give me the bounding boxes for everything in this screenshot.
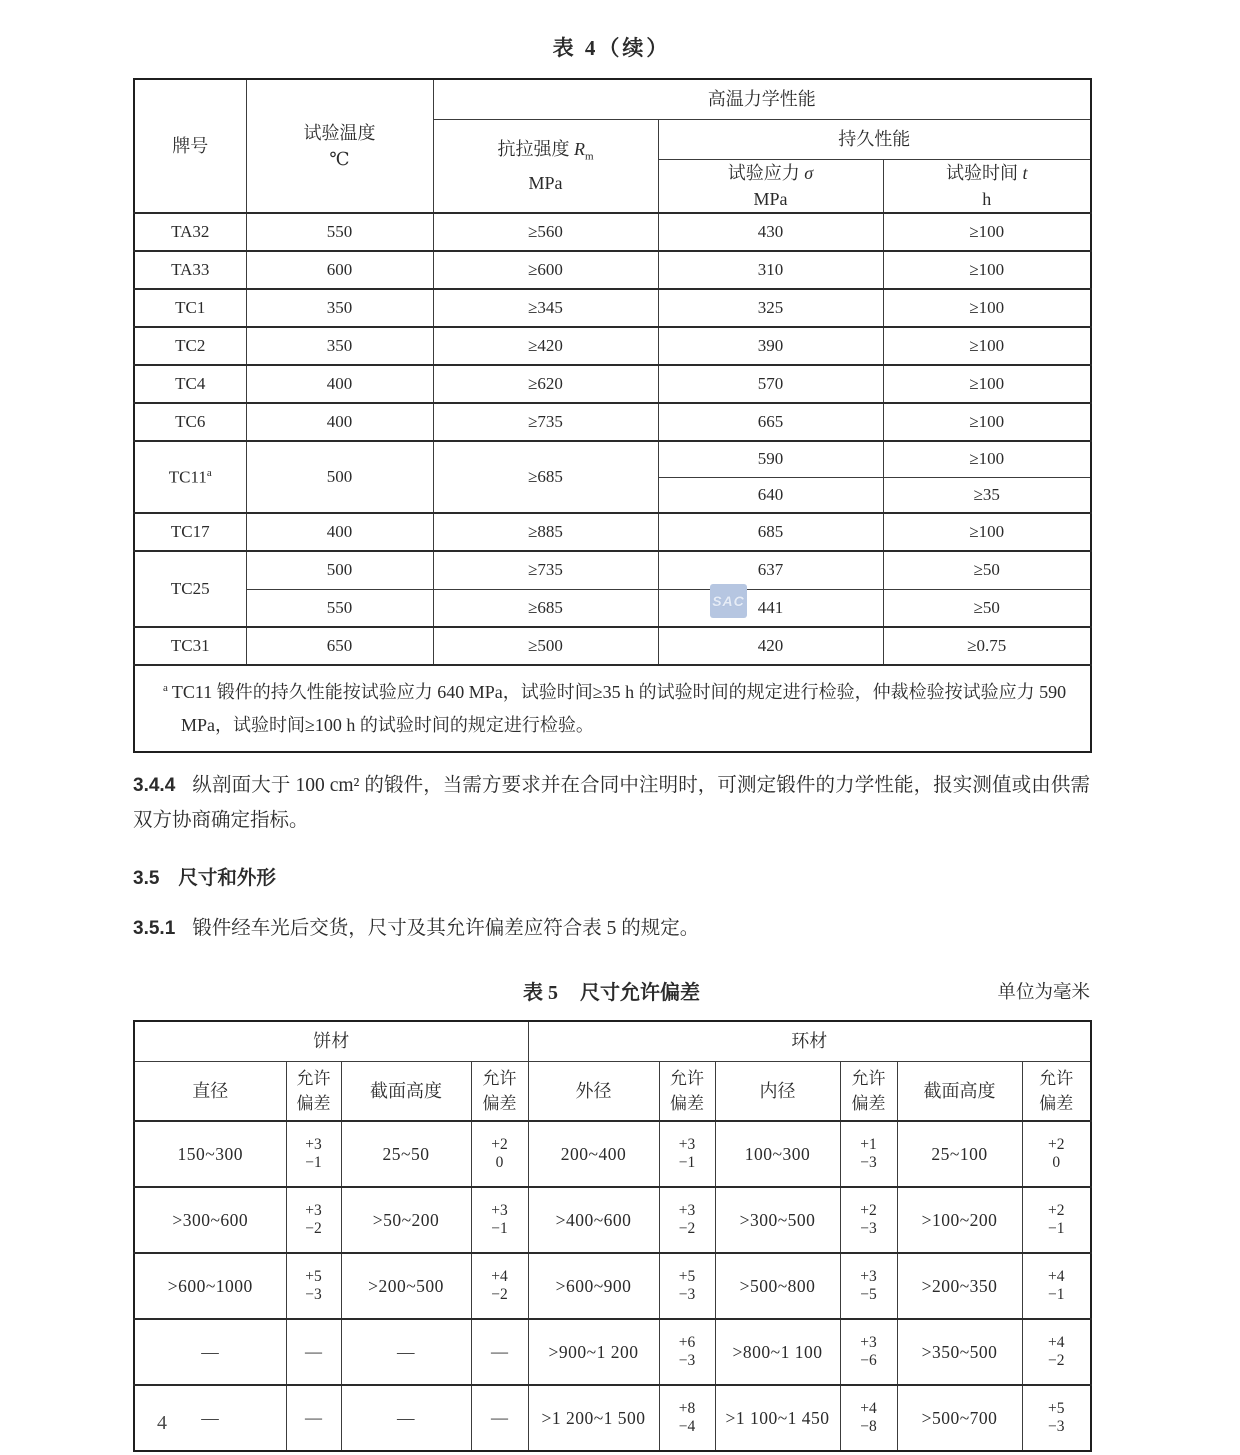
cell-section-height: — (341, 1385, 471, 1451)
clause-text: 纵剖面大于 100 cm² 的锻件，当需方要求并在合同中注明时，可测定锻件的力学性能，报实测值或由供需双方协商确定指标。 (133, 775, 1090, 831)
cell-ring-section-height: 25~100 (897, 1121, 1022, 1187)
cell-tolerance: +5 −3 (286, 1253, 341, 1319)
footnote-text: TC11 锻件的持久性能按试验应力 640 MPa，试验时间≥35 h 的试验时间的规定进行检验，仲裁检验按试验应力 590 MPa，试验时间≥100 h 的试验时间的规定进行检验。 (171, 682, 1067, 735)
cell-grade: TC31 (134, 627, 246, 665)
cell-rm: ≥420 (433, 327, 658, 365)
cell-grade: TA32 (134, 213, 246, 251)
table4-footnote-row (134, 665, 1091, 752)
cell-outer-diameter: 200~400 (528, 1121, 659, 1187)
clause-number: 3.5.1 (133, 918, 176, 939)
th-tolerance: 允许 偏差 (471, 1061, 528, 1121)
cell-tolerance: +3 −6 (840, 1319, 897, 1385)
cell-time: ≥0.75 (883, 627, 1091, 665)
cell-outer-diameter: >600~900 (528, 1253, 659, 1319)
table-row (134, 513, 1091, 551)
cell-section-height: >200~500 (341, 1253, 471, 1319)
table5-header-row-2 (134, 1061, 1091, 1121)
th-endurance: 持久性能 (658, 119, 1091, 159)
cell-stress: 665 (658, 403, 883, 441)
table-row-tc25 (134, 551, 1091, 589)
cell-outer-diameter: >1 200~1 500 (528, 1385, 659, 1451)
cell-time: ≥100 (883, 289, 1091, 327)
cell-time: ≥100 (883, 327, 1091, 365)
table-row (134, 289, 1091, 327)
cell-stress: 590 (658, 441, 883, 477)
cell-stress: 390 (658, 327, 883, 365)
cell-tolerance: +2 0 (1022, 1121, 1091, 1187)
cell-stress: 430 (658, 213, 883, 251)
table5-caption (133, 976, 1090, 1006)
cell-grade: TC17 (134, 513, 246, 551)
table-row (134, 627, 1091, 665)
cell-tolerance: +2 0 (471, 1121, 528, 1187)
cell-grade: TC25 (134, 551, 246, 627)
cell-tolerance: +3 −1 (659, 1121, 715, 1187)
cell-rm: ≥620 (433, 365, 658, 403)
cell-temp: 400 (246, 513, 433, 551)
cell-tolerance: — (471, 1319, 528, 1385)
cell-tolerance: +8 −4 (659, 1385, 715, 1451)
cell-tolerance: — (286, 1319, 341, 1385)
cell-tolerance: +3 −1 (286, 1121, 341, 1187)
cell-inner-diameter: 100~300 (715, 1121, 840, 1187)
cell-tolerance: +3 −1 (471, 1187, 528, 1253)
clause-3-5-1 (133, 911, 1090, 946)
th-ring: 环材 (528, 1021, 1091, 1061)
th-outer-diameter: 外径 (528, 1061, 659, 1121)
table-row (134, 1319, 1091, 1385)
table5 (133, 1020, 1092, 1452)
table4-header-row-1 (134, 79, 1091, 119)
cell-diameter: — (134, 1319, 286, 1385)
cell-tolerance: +4 −1 (1022, 1253, 1091, 1319)
cell-time: ≥100 (883, 213, 1091, 251)
cell-stress: 570 (658, 365, 883, 403)
table-row (134, 1121, 1091, 1187)
cell-temp: 650 (246, 627, 433, 665)
clause-3-4-4 (133, 768, 1090, 838)
table-row (134, 1187, 1091, 1253)
cell-time: ≥100 (883, 441, 1091, 477)
cell-time: ≥100 (883, 365, 1091, 403)
th-tolerance: 允许 偏差 (1022, 1061, 1091, 1121)
cell-temp: 600 (246, 251, 433, 289)
table-row (134, 403, 1091, 441)
cell-outer-diameter: >900~1 200 (528, 1319, 659, 1385)
cell-tolerance: — (286, 1385, 341, 1451)
table4-footnote (134, 665, 1091, 752)
cell-rm: ≥685 (433, 589, 658, 627)
cell-grade: TC11$^a$ (134, 441, 246, 513)
cell-stress: 310 (658, 251, 883, 289)
th-tensile-strength: 抗拉强度 $R_m$ MPa (433, 119, 658, 213)
th-inner-diameter: 内径 (715, 1061, 840, 1121)
table4 (133, 78, 1092, 753)
table5-title: 表 5 尺寸允许偏差 (523, 982, 700, 1004)
cell-section-height: >50~200 (341, 1187, 471, 1253)
heading-text: 尺寸和外形 (178, 867, 276, 889)
cell-stress: 640 (658, 477, 883, 513)
cell-tolerance: +2 −3 (840, 1187, 897, 1253)
cell-inner-diameter: >500~800 (715, 1253, 840, 1319)
cell-ring-section-height: >100~200 (897, 1187, 1022, 1253)
cell-temp: 550 (246, 589, 433, 627)
cell-outer-diameter: >400~600 (528, 1187, 659, 1253)
cell-section-height: 25~50 (341, 1121, 471, 1187)
cell-tolerance: +6 −3 (659, 1319, 715, 1385)
th-diameter: 直径 (134, 1061, 286, 1121)
cell-rm: ≥685 (433, 441, 658, 513)
th-high-temp-props: 高温力学性能 (433, 79, 1091, 119)
cell-diameter: >600~1000 (134, 1253, 286, 1319)
cell-grade: TC1 (134, 289, 246, 327)
th-test-stress: 试验应力 σ MPa (658, 159, 883, 213)
cell-inner-diameter: >800~1 100 (715, 1319, 840, 1385)
cell-time: ≥100 (883, 251, 1091, 289)
table-row-tc11 (134, 441, 1091, 477)
cell-rm: ≥600 (433, 251, 658, 289)
cell-tolerance: +4 −2 (1022, 1319, 1091, 1385)
cell-tolerance: +5 −3 (1022, 1385, 1091, 1451)
clause-number: 3.5 (133, 868, 160, 889)
clause-text: 锻件经车光后交货，尺寸及其允许偏差应符合表 5 的规定。 (192, 918, 700, 939)
cell-temp: 350 (246, 327, 433, 365)
cell-section-height: — (341, 1319, 471, 1385)
cell-temp: 400 (246, 365, 433, 403)
table-row (134, 1253, 1091, 1319)
sac-watermark: SAC (710, 584, 747, 618)
cell-stress: 685 (658, 513, 883, 551)
heading-3-5 (133, 862, 1090, 890)
table-row (134, 365, 1091, 403)
cell-time: ≥50 (883, 551, 1091, 589)
cell-grade: TC6 (134, 403, 246, 441)
table4-title: 表 4（续） (552, 36, 671, 60)
cell-time: ≥100 (883, 403, 1091, 441)
cell-tolerance: — (471, 1385, 528, 1451)
cell-grade: TA33 (134, 251, 246, 289)
cell-stress: 325 (658, 289, 883, 327)
cell-diameter: >300~600 (134, 1187, 286, 1253)
page-content (133, 0, 1090, 1452)
th-disc: 饼材 (134, 1021, 528, 1061)
cell-tolerance: +5 −3 (659, 1253, 715, 1319)
table5-header-row-1 (134, 1021, 1091, 1061)
cell-rm: ≥560 (433, 213, 658, 251)
table-row-tc25-sub (134, 589, 1091, 627)
page-number: 4 (157, 1412, 167, 1434)
cell-grade: TC4 (134, 365, 246, 403)
cell-time: ≥100 (883, 513, 1091, 551)
cell-grade: TC2 (134, 327, 246, 365)
table-row (134, 327, 1091, 365)
cell-tolerance: +3 −2 (659, 1187, 715, 1253)
table5-unit-note: 单位为毫米 (997, 983, 1090, 1003)
cell-temp: 500 (246, 441, 433, 513)
cell-ring-section-height: >200~350 (897, 1253, 1022, 1319)
cell-tolerance: +4 −8 (840, 1385, 897, 1451)
cell-rm: ≥735 (433, 403, 658, 441)
cell-ring-section-height: >500~700 (897, 1385, 1022, 1451)
footnote-marker: a (163, 682, 168, 694)
th-test-time: 试验时间 t h (883, 159, 1091, 213)
cell-rm: ≥500 (433, 627, 658, 665)
cell-temp: 350 (246, 289, 433, 327)
cell-tolerance: +3 −5 (840, 1253, 897, 1319)
th-tolerance: 允许 偏差 (659, 1061, 715, 1121)
cell-inner-diameter: >300~500 (715, 1187, 840, 1253)
cell-tolerance: +4 −2 (471, 1253, 528, 1319)
cell-rm: ≥735 (433, 551, 658, 589)
cell-temp: 500 (246, 551, 433, 589)
table-row (134, 213, 1091, 251)
th-temperature: 试验温度 ℃ (246, 79, 433, 213)
cell-inner-diameter: >1 100~1 450 (715, 1385, 840, 1451)
cell-time: ≥50 (883, 589, 1091, 627)
cell-diameter: — (134, 1385, 286, 1451)
clause-number: 3.4.4 (133, 775, 176, 796)
th-tolerance: 允许 偏差 (840, 1061, 897, 1121)
th-section-height: 截面高度 (341, 1061, 471, 1121)
cell-ring-section-height: >350~500 (897, 1319, 1022, 1385)
cell-tolerance: +2 −1 (1022, 1187, 1091, 1253)
cell-tolerance: +1 −3 (840, 1121, 897, 1187)
cell-temp: 400 (246, 403, 433, 441)
table-row (134, 1385, 1091, 1451)
cell-temp: 550 (246, 213, 433, 251)
cell-stress: 441 (658, 589, 883, 627)
cell-stress: 637 (658, 551, 883, 589)
cell-rm: ≥885 (433, 513, 658, 551)
cell-tolerance: +3 −2 (286, 1187, 341, 1253)
th-tolerance: 允许 偏差 (286, 1061, 341, 1121)
cell-rm: ≥345 (433, 289, 658, 327)
cell-diameter: 150~300 (134, 1121, 286, 1187)
table-row (134, 251, 1091, 289)
cell-stress: 420 (658, 627, 883, 665)
th-grade: 牌号 (134, 79, 246, 213)
th-section-height: 截面高度 (897, 1061, 1022, 1121)
cell-time: ≥35 (883, 477, 1091, 513)
